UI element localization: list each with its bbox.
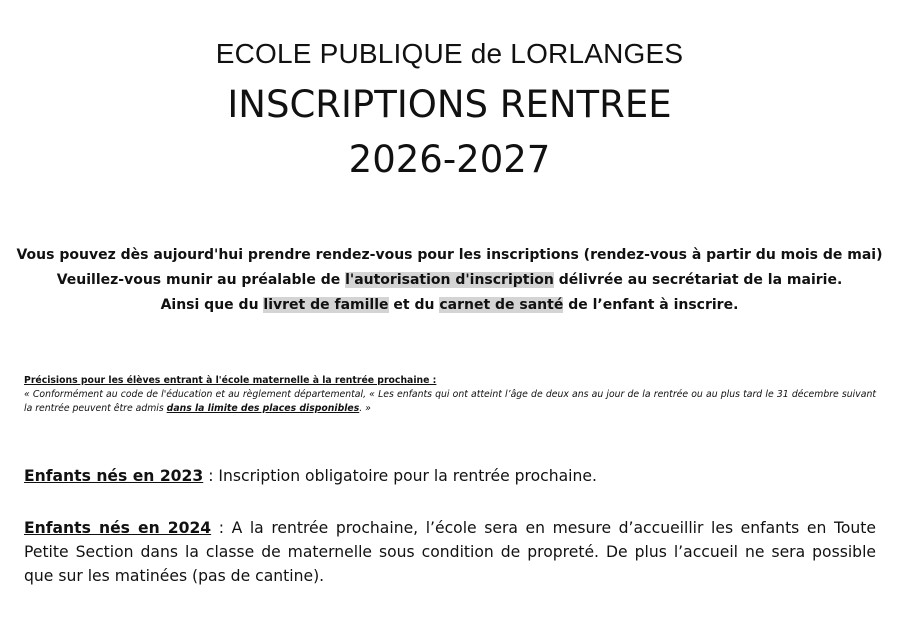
precisions-block	[24, 374, 876, 416]
school-year: 2026-2027	[348, 138, 551, 181]
section-2023-text: : Inscription obligatoire pour la rentrée prochaine.	[203, 467, 597, 485]
highlight-autorisation: l'autorisation d'inscription	[345, 272, 554, 288]
quote-before: « Conformément au code de l'éducation et au règlement départemental, « Les enfants qui ont atteint l’âge de deux ans au jour de la rentrée ou au plus tard le 31 décembre suivant la rentrée peuvent être admis	[24, 389, 876, 414]
section-2024-label: Enfants nés en 2024	[24, 519, 212, 537]
intro-block	[0, 243, 899, 318]
section-2023-label: Enfants nés en 2023	[24, 467, 204, 485]
intro-line-3-before: Ainsi que du	[160, 297, 264, 313]
section-2024	[24, 516, 876, 588]
page-title: INSCRIPTIONS RENTREE	[227, 83, 672, 126]
intro-line-3-middle: et du	[388, 297, 440, 313]
highlight-carnet: carnet de santé	[439, 297, 564, 313]
intro-line-2-after: délivrée au secrétariat de la mairie.	[553, 272, 843, 288]
intro-line-1: Vous pouvez dès aujourd'hui prendre rendez-vous pour les inscriptions (rendez-vous à partir du mois de mai)	[16, 247, 883, 263]
section-2023	[24, 464, 876, 488]
intro-line-2	[0, 268, 899, 293]
quote-emphasis: dans la limite des places disponibles	[166, 403, 360, 414]
intro-line-3	[0, 293, 899, 318]
highlight-livret: livret de famille	[263, 297, 389, 313]
intro-line-3-after: de l’enfant à inscrire.	[563, 297, 739, 313]
precisions-heading: Précisions pour les élèves entrant à l'école maternelle à la rentrée prochaine :	[24, 375, 437, 386]
section-2024-text: : A la rentrée prochaine, l’école sera en mesure d’accueillir les enfants en Toute Petite Section dans la classe de maternelle sous condition de propreté. De plus l’accueil ne sera possible que sur les matinées (pas de cantine).	[24, 519, 876, 585]
precisions-quote	[24, 388, 876, 416]
intro-line-2-before: Veuillez-vous munir au préalable de	[56, 272, 346, 288]
quote-after: . »	[359, 403, 371, 414]
school-name: ECOLE PUBLIQUE de LORLANGES	[215, 38, 684, 69]
